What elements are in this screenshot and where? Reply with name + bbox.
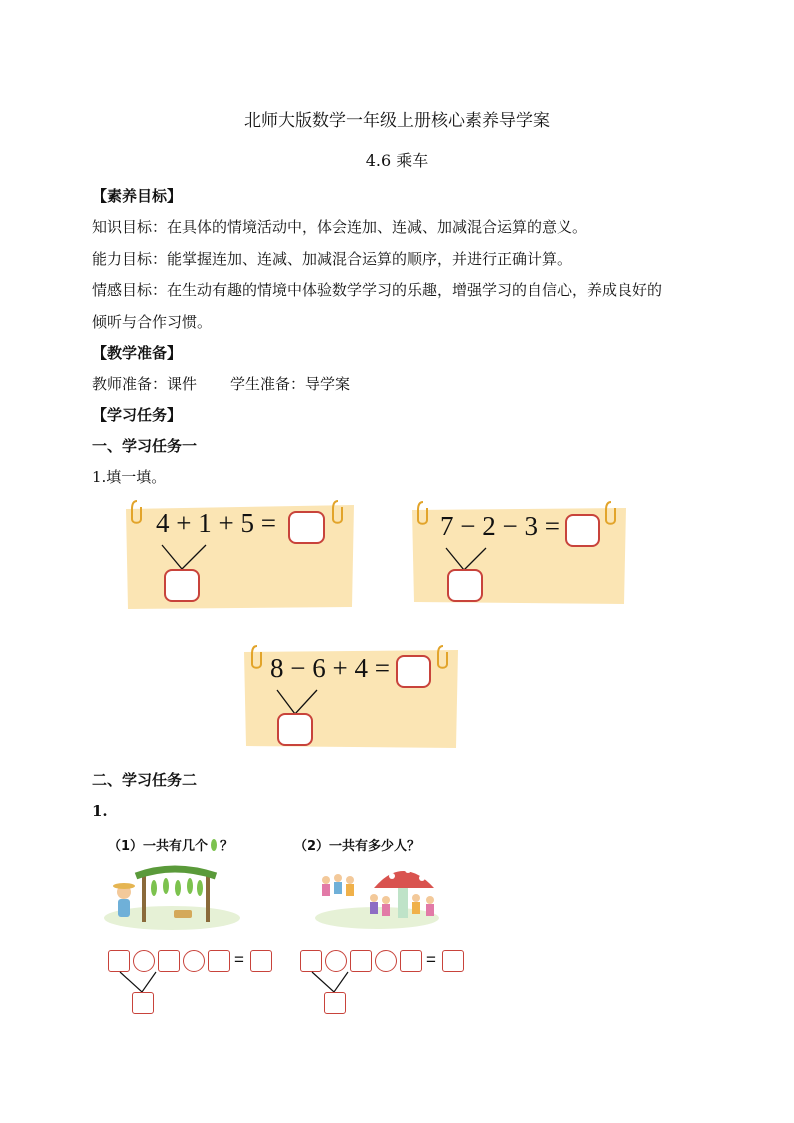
answer-box[interactable] xyxy=(442,950,464,972)
paper-clip-icon xyxy=(436,644,450,670)
branch-lines xyxy=(275,688,325,716)
answer-box[interactable] xyxy=(250,950,272,972)
intermediate-box[interactable] xyxy=(164,569,200,602)
branch-lines xyxy=(118,972,158,994)
blank-box[interactable] xyxy=(350,950,372,972)
task1-title: 一、学习任务一 xyxy=(92,437,198,455)
blank-box[interactable] xyxy=(108,950,130,972)
blank-box[interactable] xyxy=(158,950,180,972)
intermediate-box[interactable] xyxy=(324,992,346,1014)
sub-question-2: （2）一共有多少人？ xyxy=(294,839,421,854)
paper-clip-icon xyxy=(250,644,264,670)
branch-lines xyxy=(310,972,350,994)
equation-card-2 xyxy=(410,506,628,606)
paper-clip-icon xyxy=(331,499,345,525)
equation-2: 7 − 2 − 3 = xyxy=(440,511,560,541)
paper-clip-icon xyxy=(604,500,618,526)
blank-box[interactable] xyxy=(400,950,422,972)
ability-goal: 能力目标：能掌握连加、连减、加减混合运算的顺序，并进行正确计算。 xyxy=(92,250,573,268)
answer-box[interactable] xyxy=(288,511,325,544)
sub-question-1: （1）一共有几个 ？ xyxy=(108,839,234,854)
vine-trellis-illustration xyxy=(102,862,242,932)
branch-lines xyxy=(160,543,210,571)
tasks-heading: 【学习任务】 xyxy=(92,406,183,424)
children-mushroom-illustration xyxy=(312,858,442,930)
intermediate-box[interactable] xyxy=(447,569,483,602)
cucumber-icon xyxy=(210,838,218,852)
blank-box[interactable] xyxy=(300,950,322,972)
paper-clip-icon xyxy=(416,500,430,526)
task2-title: 二、学习任务二 xyxy=(92,771,198,789)
page-title: 北师大版数学一年级上册核心素养导学案 xyxy=(244,111,550,131)
operator-circle[interactable] xyxy=(375,950,397,972)
equation-3: 8 − 6 + 4 = xyxy=(270,653,390,683)
lesson-title: 4.6 乘车 xyxy=(365,151,429,170)
equals-sign: = xyxy=(426,950,436,969)
prep-heading: 【教学准备】 xyxy=(92,344,183,362)
student-prep: 学生准备：导学案 xyxy=(230,375,351,393)
answer-box[interactable] xyxy=(565,514,600,547)
goals-heading: 【素养目标】 xyxy=(92,187,183,205)
operator-circle[interactable] xyxy=(133,950,155,972)
equation-1: 4 + 1 + 5 = xyxy=(156,508,276,538)
emotion-goal-line1: 情感目标：在生动有趣的情境中体验数学学习的乐趣，增强学习的自信心，养成良好的 xyxy=(92,281,663,299)
task1-question: 1.填一填。 xyxy=(92,468,167,486)
operator-circle[interactable] xyxy=(325,950,347,972)
blank-box[interactable] xyxy=(208,950,230,972)
equation-card-3 xyxy=(242,648,460,750)
equation-card-1 xyxy=(124,503,356,611)
answer-box[interactable] xyxy=(396,655,431,688)
intermediate-box[interactable] xyxy=(277,713,313,746)
emotion-goal-line2: 倾听与合作习惯。 xyxy=(92,313,213,331)
paper-clip-icon xyxy=(130,499,144,525)
task2-question: 1. xyxy=(92,802,108,820)
equals-sign: = xyxy=(234,950,244,969)
knowledge-goal: 知识目标：在具体的情境活动中，体会连加、连减、加减混合运算的意义。 xyxy=(92,218,588,236)
operator-circle[interactable] xyxy=(183,950,205,972)
intermediate-box[interactable] xyxy=(132,992,154,1014)
teacher-prep: 教师准备：课件 xyxy=(92,375,198,393)
